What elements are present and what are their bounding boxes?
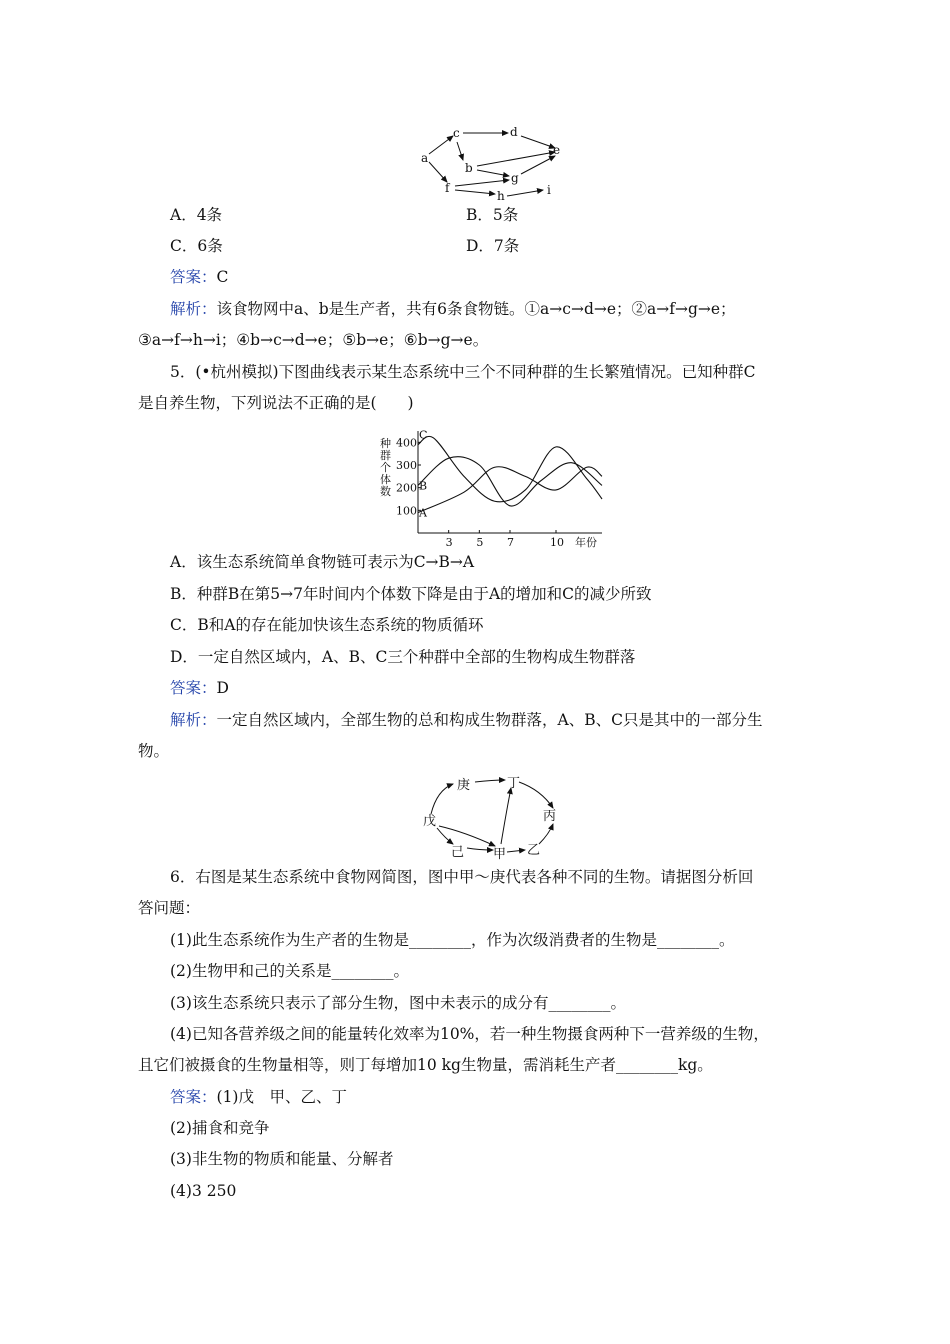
series-label-A: A	[419, 506, 427, 520]
x-tick-label: 10	[550, 536, 564, 549]
q4-option-c: C．6条	[170, 237, 223, 255]
node-ding: 丁	[507, 776, 521, 791]
node-c: c	[453, 126, 460, 140]
ylabel-char-4: 体	[380, 473, 391, 486]
node-d: d	[510, 125, 518, 139]
series-line-B	[418, 457, 602, 506]
y-axis-label	[380, 437, 395, 498]
q5-explanation-line2: 物。	[138, 742, 170, 760]
node-e: e	[553, 143, 561, 157]
q4-option-a: A．4条	[170, 206, 223, 224]
q6-sub4-line1: (4)已知各营养级之间的能量转化效率为10%，若一种生物摄食两种下一营养级的生物，	[170, 1025, 769, 1043]
answer-label: 答案：	[170, 1088, 217, 1106]
node-jia: 甲	[493, 847, 507, 860]
food-web-diagram-1	[415, 122, 565, 204]
node-geng: 庚	[457, 778, 471, 793]
node-i: i	[547, 183, 551, 197]
q5-option-c: C．B和A的存在能加快该生态系统的物质循环	[170, 616, 484, 634]
q5-stem-line2: 是自养生物，下列说法不正确的是( )	[138, 394, 414, 412]
q5-option-a: A．该生态系统简单食物链可表示为C→B→A	[170, 553, 475, 571]
y-tick-label: 100	[396, 504, 417, 518]
explanation-text: 一定自然区域内，全部生物的总和构成生物群落，A、B、C只是其中的一部分生	[216, 711, 763, 729]
ylabel-char-5: 数	[380, 485, 391, 498]
node-h: h	[497, 189, 505, 203]
node-f: f	[445, 181, 450, 195]
q4-explanation-line1	[170, 299, 736, 319]
q6-stem-line1: 6．右图是某生态系统中食物网简图，图中甲～庚代表各种不同的生物。请据图分析回	[170, 868, 754, 886]
ylabel-char-2: 群	[380, 449, 391, 462]
explanation-text: 该食物网中a、b是生产者，共有6条食物链。①a→c→d→e；②a→f→g→e；	[216, 300, 736, 318]
q5-stem-line1: 5．(•杭州模拟)下图曲线表示某生态系统中三个不同种群的生长繁殖情况。已知种群C	[170, 363, 756, 381]
q6-sub3: (3)该生态系统只表示了部分生物，图中未表示的成分有________。	[170, 994, 626, 1012]
answer-label: 答案：	[170, 679, 217, 697]
node-g: g	[511, 171, 519, 185]
answer-value: D	[216, 679, 229, 697]
population-chart	[370, 425, 610, 551]
answer-value: C	[216, 268, 229, 286]
node-ji: 己	[451, 845, 465, 860]
x-tick-label: 5	[476, 536, 484, 549]
q5-answer	[170, 678, 229, 698]
q6-stem-line2: 答问题：	[138, 899, 201, 917]
q6-answer3: (3)非生物的物质和能量、分解者	[170, 1150, 394, 1168]
series-label-B: B	[419, 479, 428, 493]
q5-option-b: B．种群B在第5→7年时间内个体数下降是由于A的增加和C的减少所致	[170, 585, 652, 603]
x-tick-label: 7	[507, 536, 514, 549]
q6-answer4: (4)3 250	[170, 1182, 237, 1200]
q5-option-d: D．一定自然区域内，A、B、C三个种群中全部的生物构成生物群落	[170, 648, 636, 666]
q6-sub4-line2: 且它们被摄食的生物量相等，则丁每增加10 kg生物量，需消耗生产者________kg。	[138, 1056, 713, 1074]
answer-value: (1)戊 甲、乙、丁	[216, 1088, 347, 1106]
q6-answer2: (2)捕食和竞争	[170, 1119, 270, 1137]
explanation-label: 解析：	[170, 711, 217, 729]
q6-sub2: (2)生物甲和己的关系是________。	[170, 962, 409, 980]
node-a: a	[421, 151, 429, 165]
ylabel-char-3: 个	[380, 461, 391, 474]
q4-answer	[170, 267, 228, 287]
node-bing: 丙	[543, 809, 557, 824]
series-label-C: C	[419, 428, 428, 442]
q6-sub1: (1)此生态系统作为生产者的生物是________，作为次级消费者的生物是________。	[170, 931, 735, 949]
ylabel-char-1: 种	[380, 437, 391, 450]
q4-option-d: D．7条	[466, 237, 520, 255]
q4-option-b: B．5条	[466, 206, 519, 224]
q6-answer1	[170, 1087, 347, 1107]
food-web-diagram-2	[415, 768, 575, 860]
node-yi: 乙	[527, 843, 541, 858]
node-b: b	[465, 161, 473, 175]
explanation-label: 解析：	[170, 300, 217, 318]
answer-label: 答案：	[170, 268, 217, 286]
y-tick-label: 400	[396, 436, 417, 450]
x-tick-label: 3	[445, 536, 453, 549]
q5-explanation-line1	[170, 710, 762, 730]
q4-explanation-line2: ③a→f→h→i；④b→c→d→e；⑤b→e；⑥b→g→e。	[138, 331, 489, 349]
x-axis-label: 年份	[575, 536, 597, 549]
y-tick-label: 300	[396, 459, 417, 472]
node-wu: 戊	[423, 814, 437, 829]
y-tick-label: 200	[396, 481, 417, 495]
